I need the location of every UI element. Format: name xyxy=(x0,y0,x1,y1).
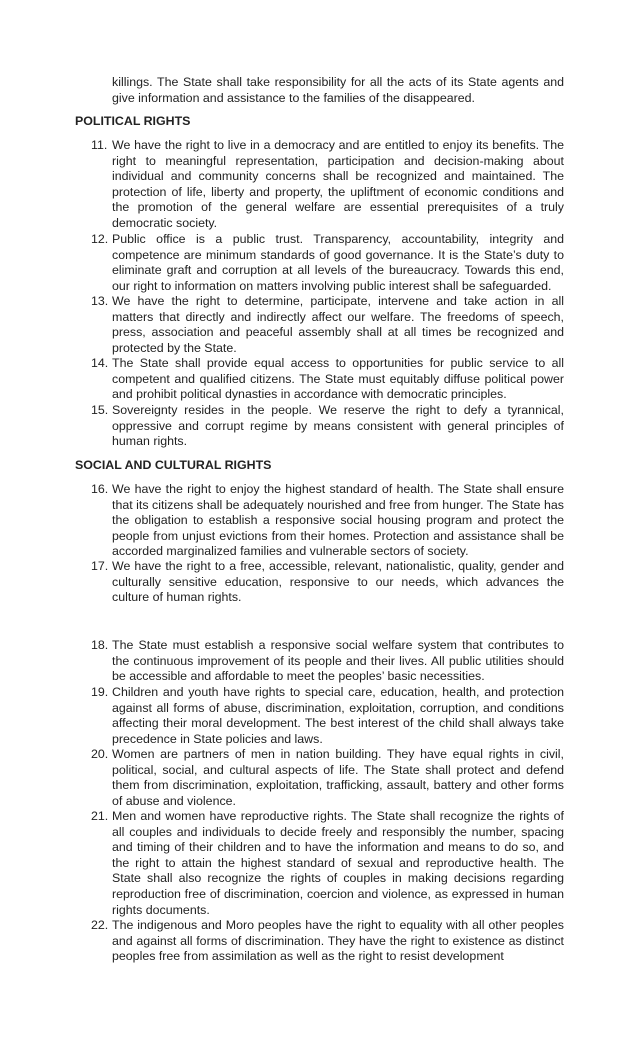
list-item xyxy=(91,232,564,294)
item-number: 20. xyxy=(91,747,109,761)
item-number: 15. xyxy=(91,403,109,417)
item-text: Children and youth have rights to special care, education, health, and protection against all forms of abuse, discrimination, exploitation, corruption, and conditions affecting their moral development. The best interest of the child shall always take precedence in State policies and laws. xyxy=(112,685,564,746)
item-text: We have the right to enjoy the highest standard of health. The State shall ensure that its citizens shall be adequately nourished and free from hunger. The State has the obligation to establish a responsive social housing program and protect the people from unjust evictions from their homes. Protection and assistance shall be accorded marginalized families and vulnerable sectors of society. xyxy=(112,482,564,559)
item-number: 21. xyxy=(91,809,109,823)
item-text: We have the right to live in a democracy and are entitled to enjoy its benefits. The right to meaningful representation, participation and decision-making about individual and community concerns shall be recognized and maintained. The protection of life, liberty and property, the upliftment of economic conditions and the promotion of the general welfare are essential prerequisites of a truly democratic society. xyxy=(112,138,564,230)
list-item xyxy=(91,809,564,918)
section-heading-social: SOCIAL AND CULTURAL RIGHTS xyxy=(75,458,272,472)
item-number: 19. xyxy=(91,685,109,699)
item-text: Women are partners of men in nation building. They have equal rights in civil, political, social, and cultural aspects of life. The State shall protect and defend them from discrimination, exploitation, trafficking, assault, battery and other forms of abuse and violence. xyxy=(112,747,564,808)
item-text: The State must establish a responsive social welfare system that contributes to the continuous improvement of its people and their lives. All public utilities should be accessible and affordable to meet the peoples’ basic necessities. xyxy=(112,638,564,684)
list-item xyxy=(91,559,564,606)
item-number: 13. xyxy=(91,294,109,308)
item-text: Men and women have reproductive rights. The State shall recognize the rights of all couples and individuals to decide freely and responsibly the number, spacing and timing of their children and to have the information and means to do so, and the right to attain the highest standard of sexual and reproductive health. The State shall also recognize the rights of couples in making decisions regarding reproduction free of discrimination, coercion and violence, as expressed in human rights documents. xyxy=(112,809,564,917)
list-item xyxy=(91,685,564,747)
item-text: We have the right to determine, participate, intervene and take action in all matters that directly and indirectly affect our welfare. The freedoms of speech, press, association and peaceful assembly shall at all times be recognized and protected by the State. xyxy=(112,294,564,355)
list-item xyxy=(91,482,564,560)
item-number: 18. xyxy=(91,638,109,652)
section-heading-political: POLITICAL RIGHTS xyxy=(75,114,191,128)
intro-paragraph: killings. The State shall take responsibility for all the acts of its State agents and give information and assistance to the families of the disappeared. xyxy=(112,75,564,105)
item-number: 22. xyxy=(91,918,109,932)
item-number: 12. xyxy=(91,232,109,246)
item-number: 17. xyxy=(91,559,109,573)
item-number: 16. xyxy=(91,482,109,496)
list-item xyxy=(91,138,564,232)
item-text: The indigenous and Moro peoples have the right to equality with all other peoples and against all forms of discrimination. They have the right to existence as distinct peoples free from assimilation as well as the right to resist development xyxy=(112,918,564,964)
item-text: Sovereignty resides in the people. We reserve the right to defy a tyrannical, oppressive and corrupt regime by means consistent with general principles of human rights. xyxy=(112,403,564,449)
list-item xyxy=(91,918,564,965)
list-item xyxy=(91,356,564,403)
item-number: 11. xyxy=(91,138,108,152)
list-item xyxy=(91,638,564,685)
list-item xyxy=(91,747,564,809)
item-text: The State shall provide equal access to opportunities for public service to all competent and qualified citizens. The State must equitably diffuse political power and prohibit political dynasties in accordance with democratic principles. xyxy=(112,356,564,402)
list-item xyxy=(91,294,564,356)
item-text: We have the right to a free, accessible, relevant, nationalistic, quality, gender and culturally sensitive education, responsive to our needs, which advances the culture of human rights. xyxy=(112,559,564,605)
list-item xyxy=(91,403,564,450)
item-number: 14. xyxy=(91,356,109,370)
item-text: Public office is a public trust. Transparency, accountability, integrity and competence are minimum standards of good governance. It is the State’s duty to eliminate graft and corruption at all levels of the bureaucracy. Towards this end, our right to information on matters involving public interest shall be safeguarded. xyxy=(112,232,564,293)
